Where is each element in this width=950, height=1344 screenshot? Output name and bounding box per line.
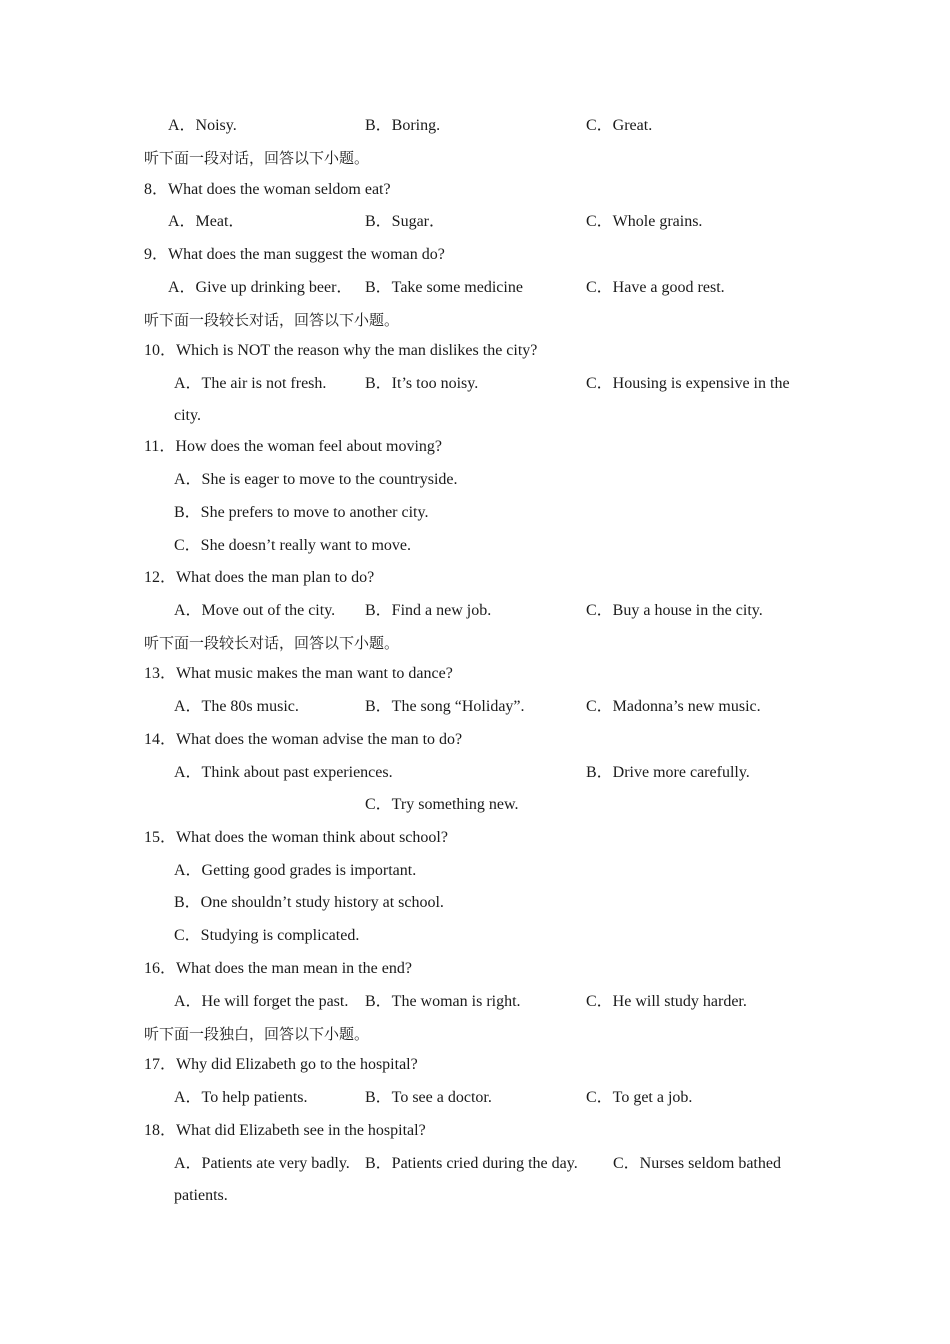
q14-stem: 14．What does the woman advise the man to do? (144, 731, 463, 748)
q11-option-a: A．She is eager to move to the countryside. (174, 471, 458, 488)
q9-option-b: B．Take some medicine (365, 279, 523, 296)
section-instruction-short-dialogue: 听下面一段对话，回答以下小题。 (144, 149, 370, 167)
q18-stem: 18．What did Elizabeth see in the hospital? (144, 1122, 426, 1139)
q14-option-b: B．Drive more carefully. (586, 764, 750, 781)
q16-option-c: C．He will study harder. (586, 993, 747, 1010)
q16-option-b: B．The woman is right. (365, 993, 521, 1010)
q11-option-c: C．She doesn’t really want to move. (174, 537, 412, 554)
q18-option-c-continued: patients. (174, 1187, 228, 1204)
section-instruction-monologue: 听下面一段独白，回答以下小题。 (144, 1025, 370, 1043)
q15-option-c: C．Studying is complicated. (174, 927, 360, 944)
q8-option-b: B．Sugar． (365, 213, 446, 230)
q10-option-c: C．Housing is expensive in the (586, 375, 790, 392)
q15-option-a: A．Getting good grades is important. (174, 862, 417, 879)
q9-stem: 9．What does the man suggest the woman do? (144, 246, 445, 263)
q8-option-a: A．Meat． (168, 213, 245, 230)
q8-stem: 8．What does the woman seldom eat? (144, 181, 391, 198)
q14-option-a: A．Think about past experiences. (174, 764, 393, 781)
q17-option-c: C．To get a job. (586, 1089, 693, 1106)
q17-option-a: A．To help patients. (174, 1089, 308, 1106)
q7-option-a: A．Noisy. (168, 117, 237, 134)
q7-option-b: B．Boring. (365, 117, 441, 134)
q10-option-c-continued: city. (174, 407, 201, 424)
q16-option-a: A．He will forget the past. (174, 993, 349, 1010)
q12-option-b: B．Find a new job. (365, 602, 492, 619)
q13-option-c: C．Madonna’s new music. (586, 698, 761, 715)
q13-option-b: B．The song “Holiday”. (365, 698, 525, 715)
q16-stem: 16．What does the man mean in the end? (144, 960, 412, 977)
q9-option-c: C．Have a good rest. (586, 279, 725, 296)
q13-option-a: A．The 80s music. (174, 698, 299, 715)
q7-option-c: C．Great. (586, 117, 653, 134)
q11-stem: 11．How does the woman feel about moving? (144, 438, 443, 455)
section-instruction-long-dialogue-2: 听下面一段较长对话，回答以下小题。 (144, 634, 400, 652)
q12-option-a: A．Move out of the city. (174, 602, 336, 619)
section-instruction-long-dialogue-1: 听下面一段较长对话，回答以下小题。 (144, 311, 400, 329)
q17-option-b: B．To see a doctor. (365, 1089, 492, 1106)
q13-stem: 13．What music makes the man want to dance? (144, 665, 453, 682)
q18-option-a: A．Patients ate very badly. (174, 1155, 350, 1172)
q12-stem: 12．What does the man plan to do? (144, 569, 375, 586)
q10-option-a: A．The air is not fresh. (174, 375, 327, 392)
q10-stem: 10．Which is NOT the reason why the man dislikes the city? (144, 342, 538, 359)
q10-option-b: B．It’s too noisy. (365, 375, 479, 392)
q8-option-c: C．Whole grains. (586, 213, 703, 230)
q11-option-b: B．She prefers to move to another city. (174, 504, 429, 521)
q18-option-b: B．Patients cried during the day. (365, 1155, 578, 1172)
q12-option-c: C．Buy a house in the city. (586, 602, 763, 619)
q17-stem: 17．Why did Elizabeth go to the hospital? (144, 1056, 418, 1073)
q18-option-c: C．Nurses seldom bathed (613, 1155, 781, 1172)
q15-stem: 15．What does the woman think about school? (144, 829, 448, 846)
q15-option-b: B．One shouldn’t study history at school. (174, 894, 444, 911)
q14-option-c: C．Try something new. (365, 796, 519, 813)
q9-option-a: A．Give up drinking beer． (168, 279, 353, 296)
